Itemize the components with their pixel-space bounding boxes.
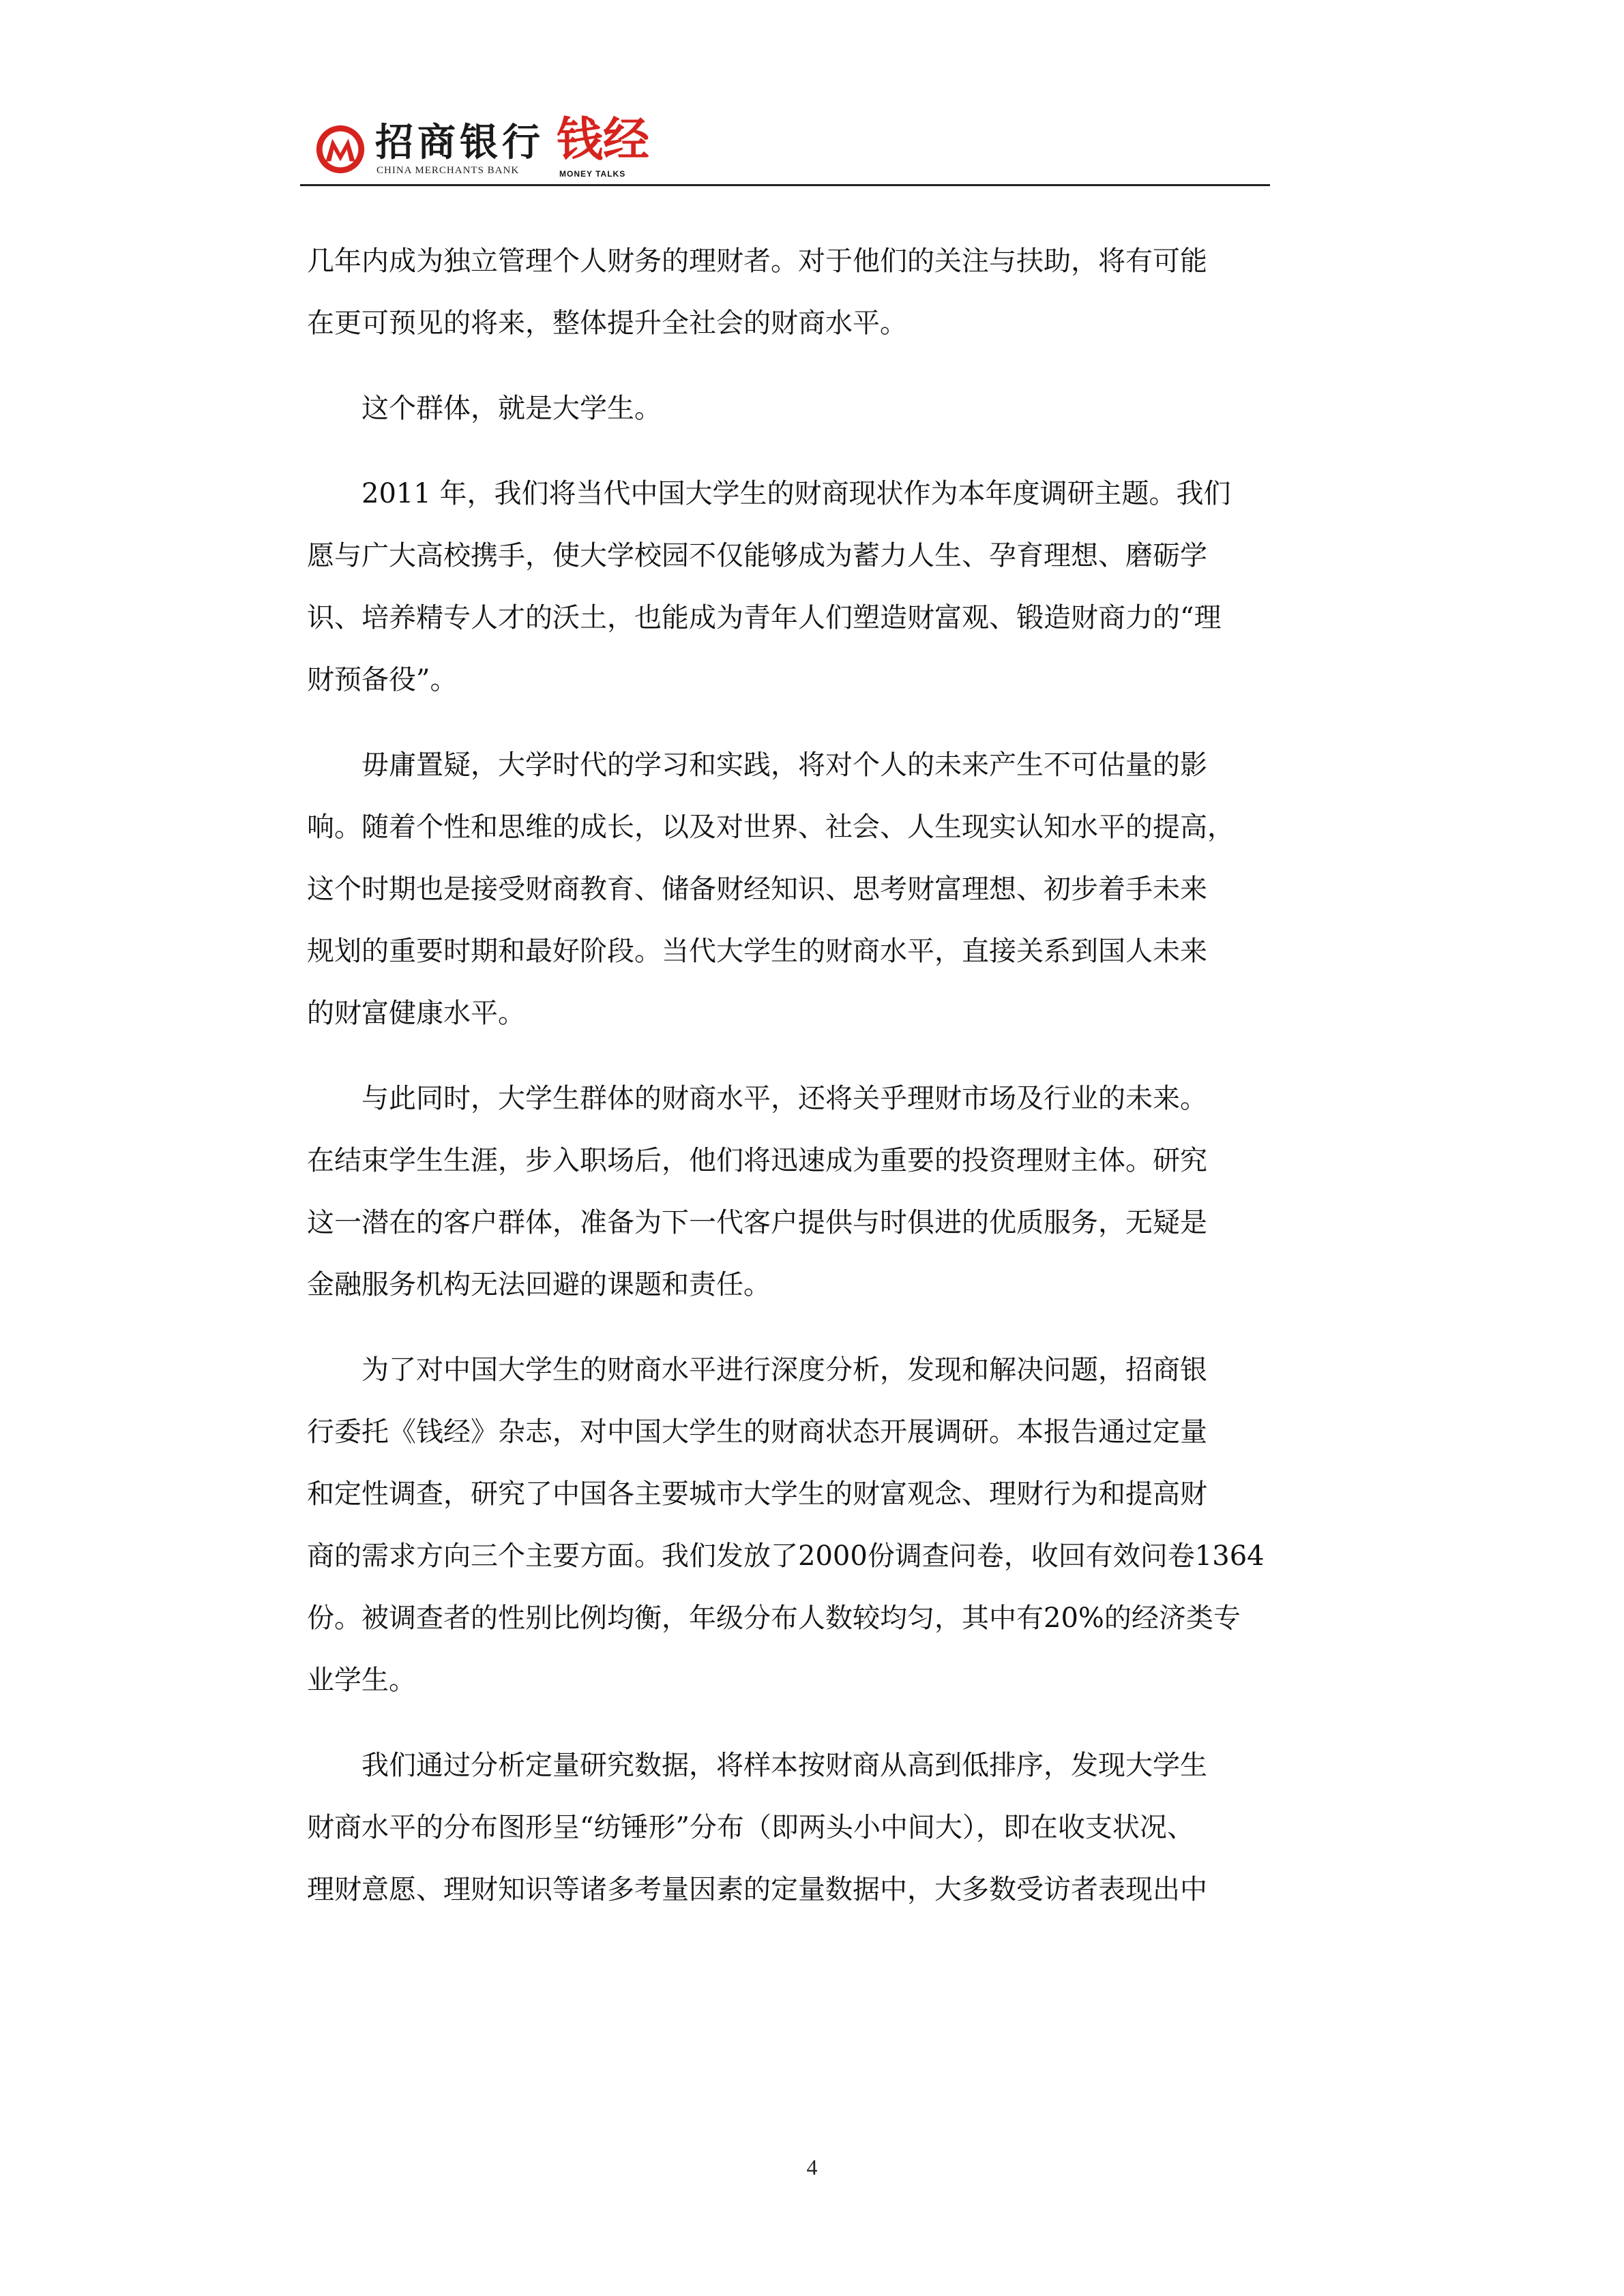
text-line: 为了对中国大学生的财商水平进行深度分析，发现和解决问题，招商银 [307,1354,1207,1386]
text-line: 毋庸置疑，大学时代的学习和实践，将对个人的未来产生不可估量的影 [307,749,1207,781]
body-text [307,230,1269,1944]
text-line: 这个时期也是接受财商教育、储备财经知识、思考财富理想、初步着手未来 [307,874,1207,905]
text-line: 份。被调查者的性别比例均衡，年级分布人数较均匀，其中有20%的经济类专 [307,1602,1241,1634]
text-line: 理财意愿、理财知识等诸多考量因素的定量数据中，大多数受访者表现出中 [307,1874,1207,1905]
paragraph [307,1339,1269,1712]
text-line: 财商水平的分布图形呈“纺锤形”分布（即两头小中间大），即在收支状况、 [307,1812,1194,1843]
partner-logo-text: 钱经 [557,113,650,167]
text-line: 在更可预见的将来，整体提升全社会的财商水平。 [307,308,907,339]
text-line: 响。随着个性和思维的成长，以及对世界、社会、人生现实认知水平的提高， [307,811,1235,843]
text-line: 行委托《钱经》杂志，对中国大学生的财商状态开展调研。本报告通过定量 [307,1416,1207,1448]
paragraph [307,463,1269,711]
paragraph [307,230,1269,355]
bank-name: 招商银行 [375,121,544,165]
paragraph [307,378,1269,440]
text-line: 商的需求方向三个主要方面。我们发放了2000份调查问卷，收回有效问卷1364 [307,1540,1265,1572]
page-header [300,115,1269,186]
bank-name-english: CHINA MERCHANTS BANK [377,165,520,176]
text-line: 这一潜在的客户群体，准备为下一代客户提供与时俱进的优质服务，无疑是 [307,1207,1207,1238]
text-line: 识、培养精专人才的沃土，也能成为青年人们塑造财富观、锻造财商力的“理 [307,602,1222,633]
text-line: 的财富健康水平。 [307,998,525,1029]
text-line: 在结束学生生涯，步入职场后，他们将迅速成为重要的投资理财主体。研究 [307,1145,1207,1176]
page-number: 4 [806,2155,818,2179]
text-line: 规划的重要时期和最好阶段。当代大学生的财商水平，直接关系到国人未来 [307,936,1207,967]
text-line: 财预备役”。 [307,664,458,696]
text-line: 与此同时，大学生群体的财商水平，还将关乎理财市场及行业的未来。 [307,1083,1207,1114]
text-line: 这个群体，就是大学生。 [307,393,662,424]
paragraph [307,1068,1269,1316]
paragraph [307,734,1269,1045]
text-line: 业学生。 [307,1665,416,1696]
text-line: 几年内成为独立管理个人财务的理财者。对于他们的关注与扶助，将有可能 [307,245,1207,277]
china-merchants-bank-logo-icon [314,123,367,176]
text-line: 我们通过分析定量研究数据，将样本按财商从高到低排序，发现大学生 [307,1750,1207,1781]
text-line: 和定性调查，研究了中国各主要城市大学生的财富观念、理财行为和提高财 [307,1478,1207,1510]
text-line: 2011 年，我们将当代中国大学生的财商现状作为本年度调研主题。我们 [307,478,1231,509]
partner-logo-english: MONEY TALKS [559,169,626,179]
text-line: 金融服务机构无法回避的课题和责任。 [307,1269,771,1300]
paragraph [307,1735,1269,1921]
text-line: 愿与广大高校携手，使大学校园不仅能够成为蓄力人生、孕育理想、磨砺学 [307,540,1207,571]
header-divider [300,184,1270,186]
